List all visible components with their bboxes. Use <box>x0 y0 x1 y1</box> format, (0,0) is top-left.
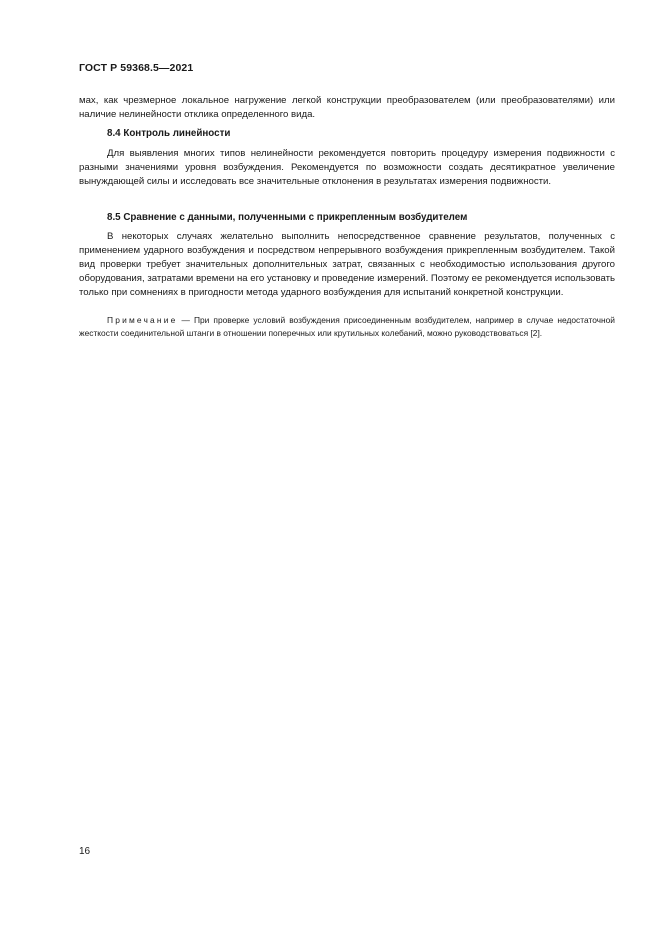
section-8-5-paragraph: В некоторых случаях желательно выполнить непосредственное сравнение результатов, полученных с применением ударного возбуждения и посредством непрерывного возбуждения прикрепленным возбудителем. Такой вид проверки требует значительных дополнительных затрат, связанных с необходимостью использования другого оборудования, затратами времени на его установку и проведение измерений. Поэтому ее рекомендуется использовать только при сомнениях в пригодности метода ударного возбуждения для испытаний конкретной конструкции. <box>79 231 615 298</box>
note-text: — При проверке условий возбуждения присоединенным возбудителем, например в случае недостаточной жесткости соединительной штанги в отношении поперечных или крутильных колебаний, можно руководствоваться [2]. <box>79 315 615 338</box>
paragraph-continuation: мах, как чрезмерное локальное нагружение легкой конструкции преобразователем (или преобразователями) или наличие нелинейности отклика определенного вида. <box>79 95 615 120</box>
section-8-4-paragraph: Для выявления многих типов нелинейности рекомендуется повторить процедуру измерения подвижности с разными значениями уровня возбуждения. Рекомендуется по возможности создать десятикратное увеличение вынуждающей силы и исследовать все значительные отклонения в результатах измерения подвижности. <box>79 148 615 187</box>
section-8-4-heading: 8.4 Контроль линейности <box>107 128 231 139</box>
note-block <box>79 314 615 339</box>
document-header: ГОСТ Р 59368.5—2021 <box>79 62 194 74</box>
note-label: Примечание <box>107 315 178 325</box>
section-8-5-heading: 8.5 Сравнение с данными, полученными с прикрепленным возбудителем <box>107 212 468 223</box>
page-number: 16 <box>79 846 91 857</box>
